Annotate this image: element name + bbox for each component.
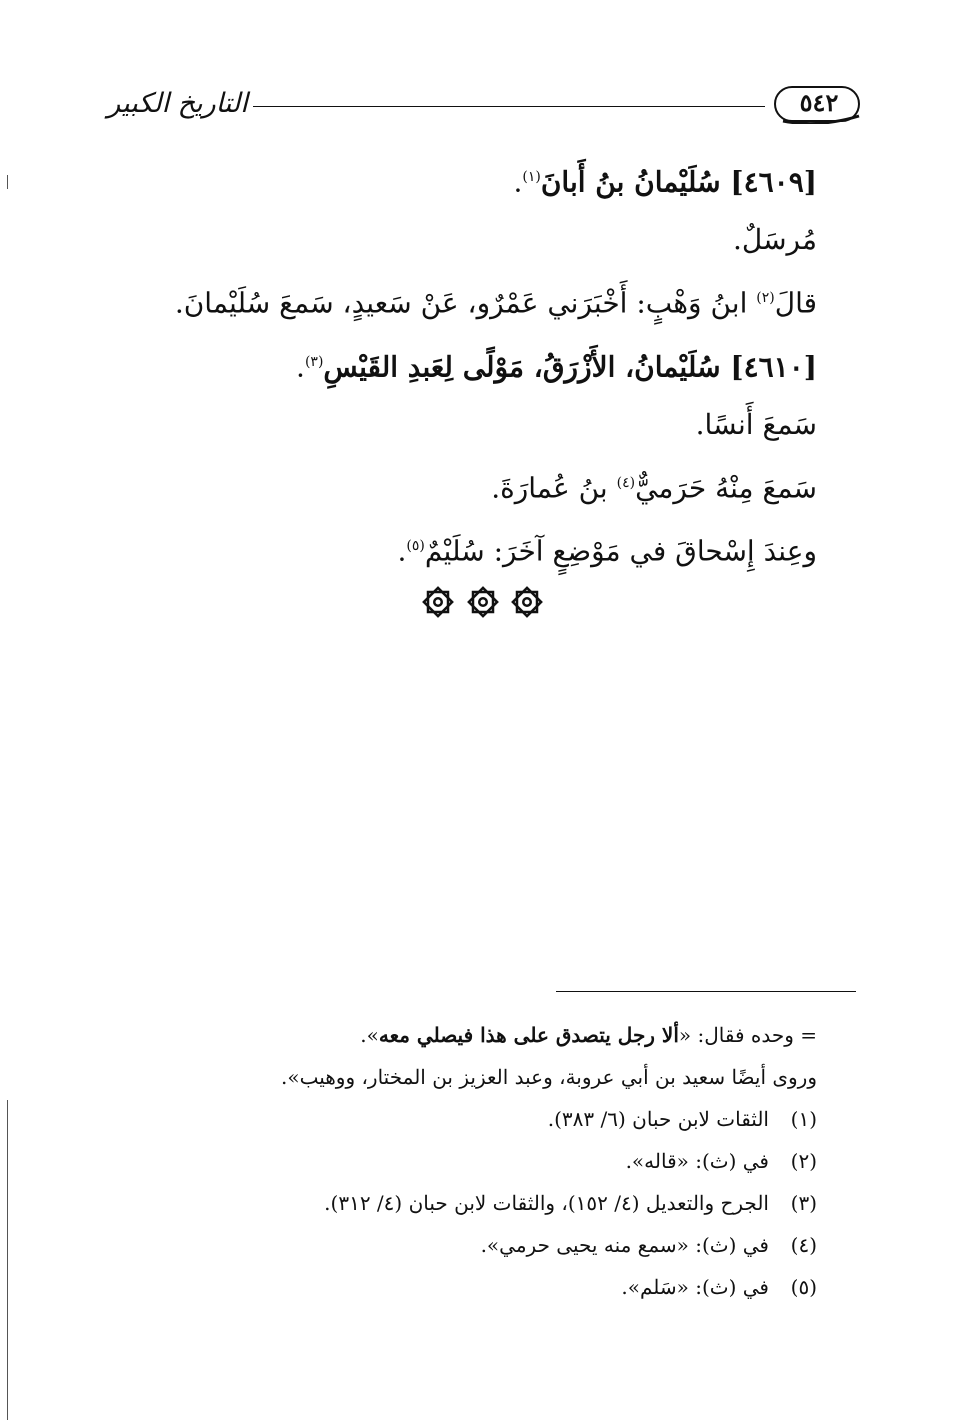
footnote-quote: ألا رجل يتصدق على هذا فيصلي معه <box>378 1023 679 1047</box>
text-span: وعِندَ إِسْحاقَ في مَوْضِعٍ آخَرَ: سُلَيْمٌ <box>424 534 817 568</box>
text-line <box>167 517 817 580</box>
page-header <box>105 84 865 130</box>
star-ornament-icon <box>509 584 545 620</box>
star-ornament-icon <box>420 584 456 620</box>
footnote-item <box>167 1224 817 1266</box>
running-title: التاريخ الكبير <box>107 88 248 119</box>
footnote-text: ». <box>360 1023 379 1047</box>
punctuation: . <box>296 349 305 383</box>
footnote-ref: (٢) <box>756 290 775 307</box>
footnote-item <box>167 1140 817 1182</box>
page-number: ٥٤٢ <box>799 88 839 117</box>
text-line <box>167 396 817 454</box>
footnote-ref: (٤) <box>616 474 636 491</box>
text-span: مُرسَلٌ. <box>732 223 817 257</box>
footnote-text: في (ث): «سَلم». <box>621 1275 769 1299</box>
text-span: سَمعَ أَنسًا. <box>695 407 817 441</box>
punctuation: . <box>513 165 523 199</box>
footnote-text: في (ث): «سمع منه يحيى حرمي». <box>480 1233 769 1257</box>
entry-heading-4609 <box>167 148 817 211</box>
footnote-item <box>167 1182 817 1224</box>
footnote-continuation <box>167 1056 817 1098</box>
footnote-ref: (١) <box>522 169 541 185</box>
entry-heading-text: [٤٦٠٩] سُلَيْمانُ بنُ أَبانَ <box>540 165 817 199</box>
footnote-number: (٥) <box>790 1275 817 1299</box>
text-span: . <box>397 534 407 568</box>
main-text <box>167 148 817 581</box>
footnote-text: في (ث): «قاله». <box>625 1149 769 1173</box>
text-span: ابنُ وَهْبٍ: أَخْبَرَني عَمْرٌو، عَنْ سَعيدٍ، سَمعَ سُلَيْمانَ. <box>174 286 757 320</box>
footnote-number: (١) <box>790 1107 817 1131</box>
star-ornament-icon <box>465 584 501 620</box>
footnote-number: (٤) <box>790 1233 817 1257</box>
footnote-separator <box>556 991 856 992</box>
footnote-number: (٣) <box>790 1191 817 1215</box>
footnote-text: = وحده فقال: « <box>678 1023 817 1047</box>
footnote-item <box>167 1266 817 1308</box>
footnote-text: وروى أيضًا سعيد بن أبي عروبة، وعبد العزيز بن المختار، ووهيب». <box>280 1065 817 1089</box>
text-span: قالَ <box>774 286 817 320</box>
text-line <box>167 211 817 269</box>
footnote-text: الثقات لابن حبان (٦/ ٣٨٣). <box>547 1107 769 1131</box>
text-span: سَمعَ مِنْهُ حَرَميٌّ <box>635 471 817 505</box>
footnote-continuation <box>167 1014 817 1056</box>
footnote-item <box>167 1098 817 1140</box>
section-ornament <box>420 584 545 624</box>
margin-mark <box>7 175 8 189</box>
text-line <box>167 454 817 517</box>
page-number-badge <box>773 84 865 124</box>
text-span: بنُ عُمارَةَ. <box>491 471 617 505</box>
entry-heading-4610 <box>167 333 817 396</box>
margin-mark <box>7 1100 8 1420</box>
header-rule <box>253 106 765 107</box>
footnote-ref: (٣) <box>304 353 324 370</box>
text-line <box>167 269 817 332</box>
footnote-ref: (٥) <box>406 538 425 555</box>
footnotes <box>167 1014 817 1308</box>
entry-heading-text: [٤٦١٠] سُلَيْمانُ، الأَزْرَقُ، مَوْلًى لِعَبدِ القَيْسِ <box>323 349 817 383</box>
footnote-number: (٢) <box>790 1149 817 1173</box>
footnote-text: الجرح والتعديل (٤/ ١٥٢)، والثقات لابن حبان (٤/ ٣١٢). <box>324 1191 769 1215</box>
